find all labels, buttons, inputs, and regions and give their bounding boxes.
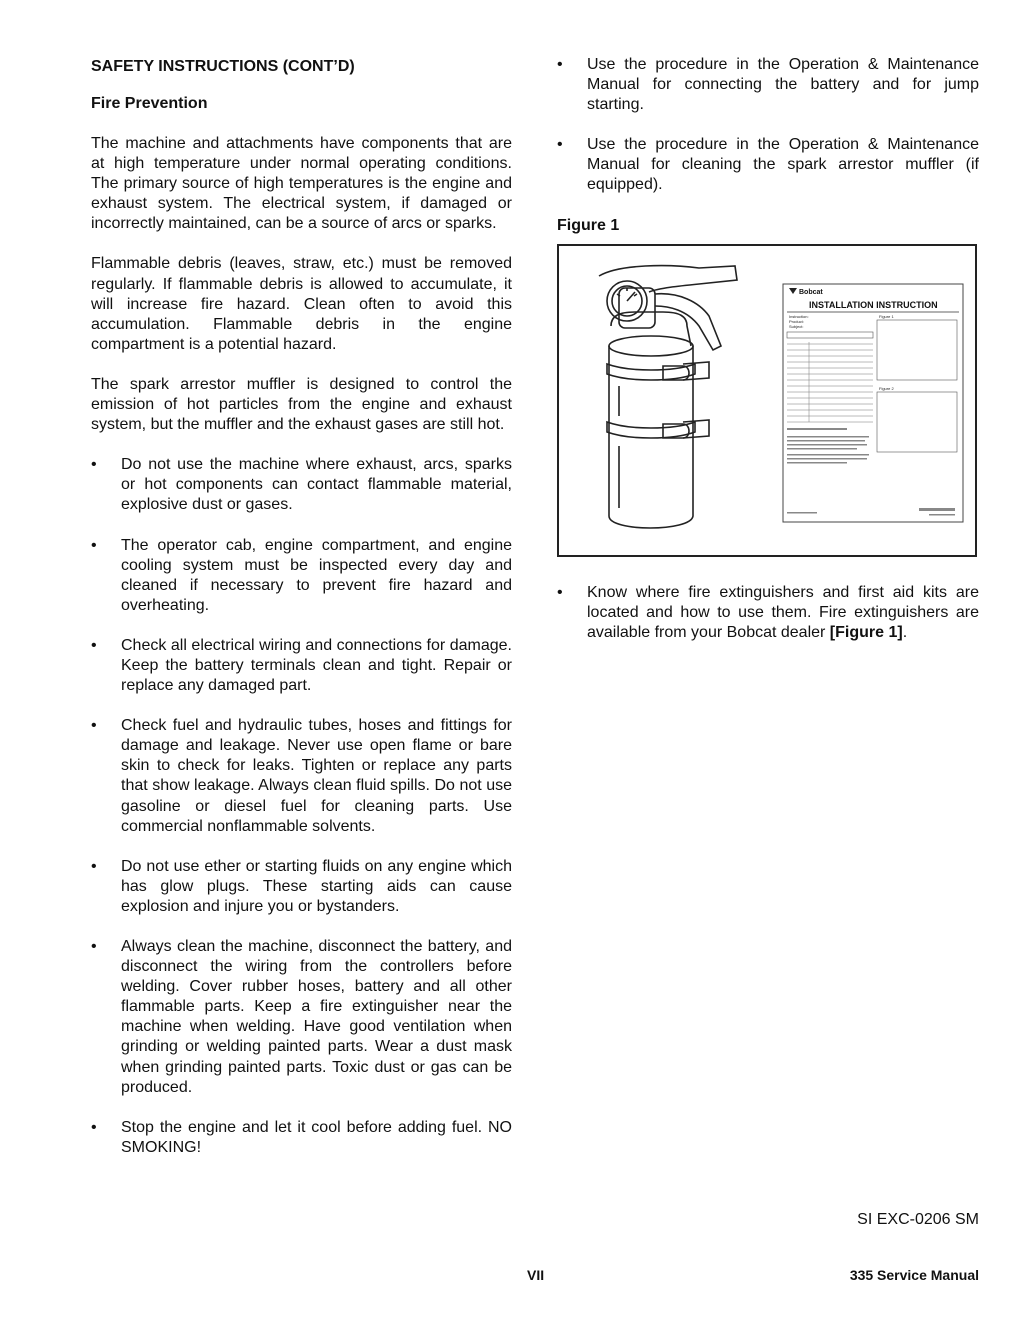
sheet-figure-label: Figure 2 — [879, 385, 894, 391]
instruction-sheet — [783, 284, 963, 522]
sheet-figure-label: Figure 1 — [879, 313, 894, 319]
bullet-icon: • — [91, 938, 97, 955]
list-item — [557, 583, 979, 643]
list-item — [557, 135, 979, 195]
bullet-icon: • — [557, 136, 563, 154]
list-item-text: Use the procedure in the Operation & Maintenance Manual for connecting the battery and for jump starting. — [587, 56, 979, 114]
figure-1 — [557, 244, 977, 557]
paragraph: The spark arrestor muffler is designed to control the emission of hot particles from the engine and exhaust system, but the muffler and the exhaust gases are still hot. — [91, 375, 512, 434]
list-item-end: . — [902, 623, 908, 641]
list-item — [557, 55, 979, 115]
page-number: VII — [527, 1267, 545, 1283]
list-item — [91, 636, 512, 696]
list-item-text: Know where fire extinguishers and first aid kits are located and how to use them. Fire extinguishers are available from your Bobcat dealer — [587, 583, 979, 641]
list-item — [91, 937, 512, 1098]
subsection-title: Fire Prevention — [91, 95, 208, 112]
list-item-text: The operator cab, engine compartment, and engine cooling system must be inspected every day and cleaned if necessary to prevent fire hazard and overheating. — [121, 536, 512, 614]
list-item — [91, 455, 512, 515]
list-item-text: Check all electrical wiring and connections for damage. Keep the battery terminals clean and tight. Repair or replace any damaged part. — [121, 636, 512, 695]
list-item-text: Do not use the machine where exhaust, arcs, sparks or hot components can contact flammable material, explosive dust or gases. — [121, 456, 512, 514]
bullet-icon: • — [91, 1118, 97, 1136]
left-column — [91, 55, 512, 1158]
paragraph: The machine and attachments have components that are at high temperature under normal operating conditions. The primary source of high temperatures is the engine and exhaust system. The electrical system, if damaged or incorrectly maintained, can be a source of arcs or sparks. — [91, 135, 512, 233]
fire-extinguisher-icon — [599, 265, 737, 527]
figure-reference: [Figure 1] — [829, 623, 903, 641]
sheet-title: INSTALLATION INSTRUCTION — [809, 299, 938, 310]
sheet-field: Subject: — [789, 323, 804, 329]
list-item-text: Use the procedure in the Operation & Maintenance Manual for cleaning the spark arrestor muffler (if equipped). — [587, 136, 979, 194]
right-bullet-list — [557, 55, 979, 196]
list-item-text: Always clean the machine, disconnect the battery, and disconnect the wiring from the controllers before welding. Cover rubber hoses, battery and all other flammable parts. Keep a fire extinguisher near the machine when welding. Have good ventilation when grinding or welding painted parts. Wear a dust mask when grinding painted parts. Toxic dust or gas can be produced. — [121, 938, 512, 1096]
section-title: SAFETY INSTRUCTIONS (CONT’D) — [91, 58, 355, 75]
list-item-text: Do not use ether or starting fluids on any engine which has glow plugs. These starting aids can cause explosion and injure you or bystanders. — [121, 857, 512, 915]
manual-title: 335 Service Manual — [849, 1267, 979, 1283]
bullet-icon: • — [557, 56, 563, 73]
left-bullet-list — [91, 455, 512, 1158]
list-item-text: Stop the engine and let it cool before adding fuel. NO SMOKING! — [121, 1118, 512, 1156]
bullet-icon: • — [91, 636, 97, 654]
document-id: SI EXC-0206 SM — [857, 1211, 979, 1228]
right-column — [557, 55, 979, 643]
paragraph: Flammable debris (leaves, straw, etc.) must be removed regularly. If flammable debris is allowed to accumulate, it will increase fire hazard. Clean often to avoid this accumulation. Flammable debris in the engine compartment is a potential hazard. — [91, 255, 512, 353]
list-item — [91, 1118, 512, 1158]
list-item — [91, 536, 512, 616]
list-item-text: Check fuel and hydraulic tubes, hoses and fittings for damage and leakage. Never use open flame or bare skin to check for leaks. Tighten or replace any parts that show leakage. Always clean fluid spills. Do not use gasoline or diesel fuel for cleaning parts. Use commercial nonflammable solvents. — [121, 717, 512, 835]
list-item — [91, 716, 512, 837]
figure-label: Figure 1 — [557, 216, 620, 234]
figure-illustration — [559, 246, 975, 555]
sheet-field: Product: — [789, 318, 804, 324]
sheet-brand: Bobcat — [799, 288, 823, 296]
bullet-icon: • — [91, 536, 97, 554]
right-bullet-list-2 — [557, 583, 979, 643]
list-item — [91, 857, 512, 917]
bullet-icon: • — [557, 583, 563, 601]
bullet-icon: • — [91, 456, 97, 474]
bullet-icon: • — [91, 857, 97, 875]
sheet-field: Instruction: — [789, 313, 809, 319]
bullet-icon: • — [91, 717, 97, 735]
